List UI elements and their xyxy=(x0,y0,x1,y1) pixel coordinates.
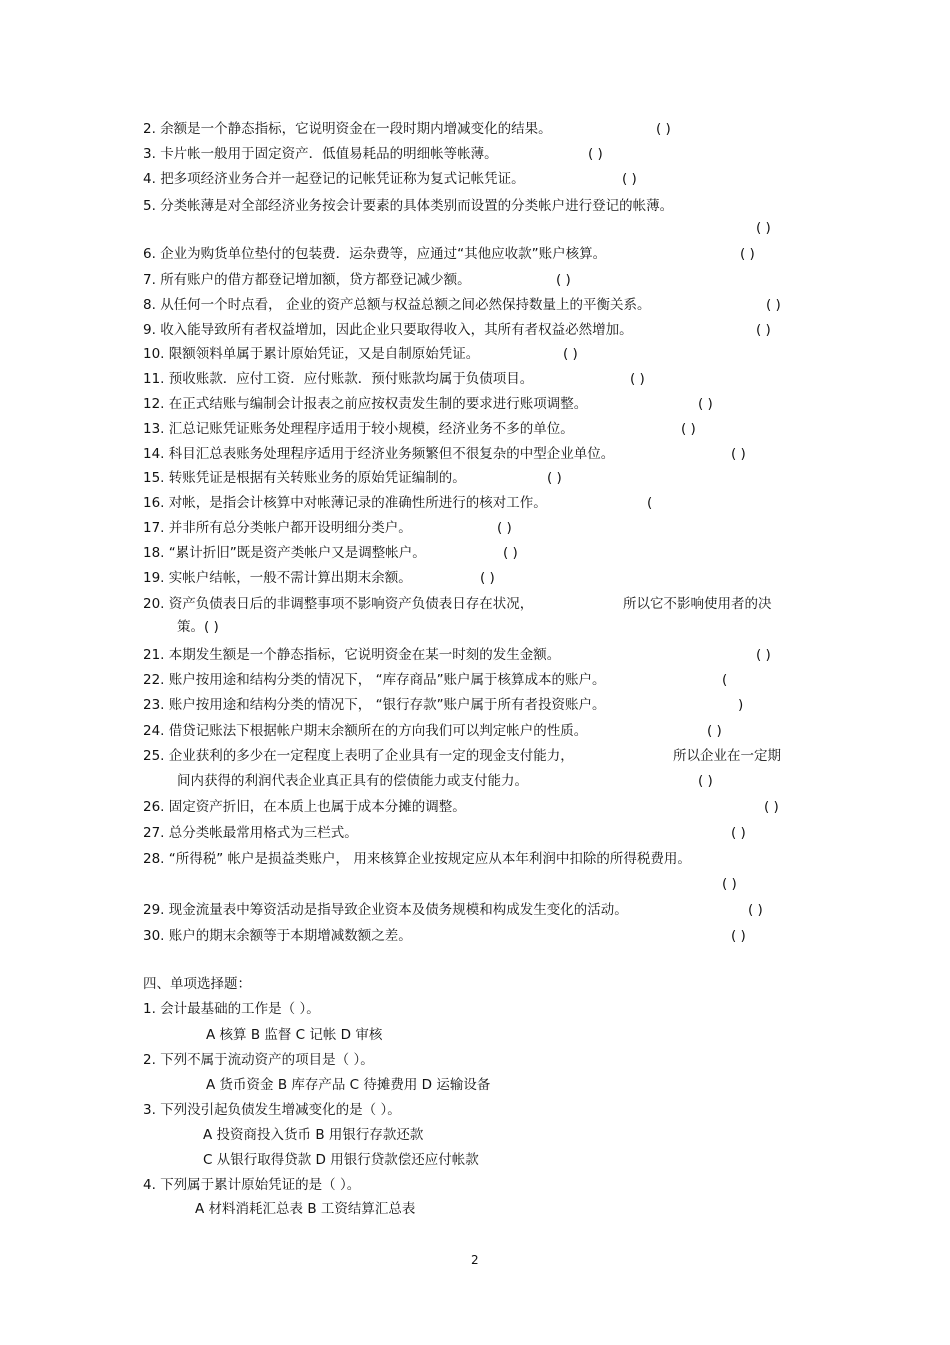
answer-paren: ( ) xyxy=(748,902,763,918)
item-text: 固定资产折旧，在本质上也属于成本分摊的调整。 xyxy=(168,799,466,815)
tf-item-14 xyxy=(143,444,614,464)
item-text: 总分类帐最常用格式为三栏式。 xyxy=(168,825,358,841)
tf-item-27 xyxy=(143,823,358,843)
tf-item-18 xyxy=(143,543,426,563)
question-text: 下列属于累计原始凭证的是（ ）。 xyxy=(160,1177,361,1193)
item-text: “累计折旧”既是资产类帐户又是调整帐户。 xyxy=(168,545,426,561)
answer-paren: ( xyxy=(647,495,653,511)
tf-item-6 xyxy=(143,244,606,264)
item-number: 29. xyxy=(143,902,165,918)
item-number: 27. xyxy=(143,825,165,841)
tf-item-30 xyxy=(143,926,412,946)
item-text: 借贷记账法下根据帐户期末余额所在的方向我们可以判定帐户的性质。 xyxy=(168,723,588,739)
item-number: 22. xyxy=(143,672,165,688)
question-options: C 从银行取得贷款 D 用银行贷款偿还应付帐款 xyxy=(203,1152,479,1168)
item-text: 账户的期末余额等于本期增减数额之差。 xyxy=(168,928,412,944)
answer-paren: ( ) xyxy=(497,520,512,536)
answer-paren: ( ) xyxy=(731,825,746,841)
item-number: 21. xyxy=(143,647,165,663)
mc-question-1 xyxy=(143,999,320,1019)
item-text: 现金流量表中筹资活动是指导致企业资本及债务规模和构成发生变化的活动。 xyxy=(168,902,628,918)
item-text: 并非所有总分类帐户都开设明细分类户。 xyxy=(168,520,412,536)
item-text: 账户按用途和结构分类的情况下， “库存商品”账户属于核算成本的账户。 xyxy=(168,672,606,688)
answer-paren: ( ) xyxy=(756,220,771,236)
question-text: 下列没引起负债发生增减变化的是（ ）。 xyxy=(160,1102,401,1118)
item-number: 6. xyxy=(143,246,156,262)
tf-item-20 xyxy=(143,594,533,614)
answer-paren: ( ) xyxy=(722,876,737,892)
tf-item-24 xyxy=(143,721,587,741)
item-number: 7. xyxy=(143,272,156,288)
question-number: 1. xyxy=(143,1001,156,1017)
question-text: 会计最基础的工作是（ ）。 xyxy=(160,1001,320,1017)
tf-item-22 xyxy=(143,670,606,690)
answer-paren: ( ) xyxy=(630,371,645,387)
item-text: 余额是一个静态指标，它说明资金在一段时期内增减变化的结果。 xyxy=(160,121,552,137)
answer-paren: ( ) xyxy=(766,297,781,313)
tf-item-7 xyxy=(143,270,471,290)
item-text: 本期发生额是一个静态指标，它说明资金在某一时刻的发生金额。 xyxy=(168,647,561,663)
answer-paren: ( ) xyxy=(698,773,713,789)
item-number: 23. xyxy=(143,697,165,713)
tf-item-11 xyxy=(143,369,533,389)
item-number: 19. xyxy=(143,570,165,586)
item-number: 10. xyxy=(143,346,165,362)
item-number: 28. xyxy=(143,851,165,867)
item-text: 企业为购货单位垫付的包装费．运杂费等，应通过“其他应收款”账户核算。 xyxy=(160,246,607,262)
answer-paren: ( ) xyxy=(764,799,779,815)
item-number: 3. xyxy=(143,146,156,162)
item-text: 收入能导致所有者权益增加，因此企业只要取得收入，其所有者权益必然增加。 xyxy=(160,322,633,338)
item-number: 24. xyxy=(143,723,165,739)
item-text: 账户按用途和结构分类的情况下， “银行存款”账户属于所有者投资账户。 xyxy=(168,697,606,713)
answer-paren: ( ) xyxy=(698,396,713,412)
item-number: 5. xyxy=(143,198,156,214)
tf-item-5 xyxy=(143,196,673,216)
mc-question-2 xyxy=(143,1050,374,1070)
tf-item-4 xyxy=(143,169,525,189)
item-text: 在正式结账与编制会计报表之前应按权责发生制的要求进行账项调整。 xyxy=(168,396,588,412)
item-number: 30. xyxy=(143,928,165,944)
mc-question-4 xyxy=(143,1175,360,1195)
item-text: 卡片帐一般用于固定资产．低值易耗品的明细帐等帐薄。 xyxy=(160,146,498,162)
question-number: 4. xyxy=(143,1177,156,1193)
tf-item-19 xyxy=(143,568,412,588)
answer-paren: ( ) xyxy=(563,346,578,362)
tf-item-13 xyxy=(143,419,574,439)
tf-item-8 xyxy=(143,295,650,315)
answer-paren: ( ) xyxy=(547,470,562,486)
mc-question-3 xyxy=(143,1100,401,1120)
answer-paren: ( ) xyxy=(707,723,722,739)
item-text: 资产负债表日后的非调整事项不影响资产负债表日存在状况， xyxy=(168,596,534,612)
item-text-continued: 所以企业在一定期 xyxy=(673,748,781,764)
answer-paren: ( ) xyxy=(731,928,746,944)
question-number: 2. xyxy=(143,1052,156,1068)
item-text: 限额领料单属于累计原始凭证，又是自制原始凭证。 xyxy=(168,346,480,362)
tf-item-15 xyxy=(143,468,466,488)
answer-paren: ( ) xyxy=(681,421,696,437)
item-number: 17. xyxy=(143,520,165,536)
tf-item-26 xyxy=(143,797,466,817)
tf-item-23 xyxy=(143,695,606,715)
tf-item-21 xyxy=(143,645,560,665)
answer-paren: ( ) xyxy=(622,171,637,187)
tf-item-16 xyxy=(143,493,547,513)
item-number: 8. xyxy=(143,297,156,313)
item-text: 转账凭证是根据有关转账业务的原始凭证编制的。 xyxy=(168,470,466,486)
item-continuation: 间内获得的利润代表企业真正具有的偿债能力或支付能力。 xyxy=(177,773,528,789)
item-text-continued: 所以它不影响使用者的决 xyxy=(623,596,772,612)
item-number: 14. xyxy=(143,446,165,462)
item-number: 9. xyxy=(143,322,156,338)
tf-item-3 xyxy=(143,144,498,164)
answer-paren: ( ) xyxy=(588,146,603,162)
question-options: A 投资商投入货币 B 用银行存款还款 xyxy=(203,1127,424,1143)
tf-item-10 xyxy=(143,344,479,364)
item-text: 科目汇总表账务处理程序适用于经济业务频繁但不很复杂的中型企业单位。 xyxy=(168,446,615,462)
tf-item-12 xyxy=(143,394,587,414)
item-number: 16. xyxy=(143,495,165,511)
tf-item-28 xyxy=(143,849,691,869)
item-text: 把多项经济业务合并一起登记的记帐凭证称为复式记帐凭证。 xyxy=(160,171,525,187)
item-text: 预收账款．应付工资．应付账款．预付账款均属于负债项目。 xyxy=(168,371,534,387)
tf-item-2 xyxy=(143,119,552,139)
item-number: 26. xyxy=(143,799,165,815)
answer-paren: ( ) xyxy=(756,322,771,338)
item-number: 18. xyxy=(143,545,165,561)
answer-paren: ) xyxy=(738,697,744,713)
question-options: A 货币资金 B 库存产品 C 待摊费用 D 运输设备 xyxy=(206,1077,491,1093)
tf-item-9 xyxy=(143,320,633,340)
question-options: A 材料消耗汇总表 B 工资结算汇总表 xyxy=(195,1201,416,1217)
answer-paren: ( ) xyxy=(731,446,746,462)
tf-item-29 xyxy=(143,900,628,920)
item-text: 从任何一个时点看， 企业的资产总额与权益总额之间必然保持数量上的平衡关系。 xyxy=(160,297,651,313)
answer-paren: ( ) xyxy=(656,121,671,137)
question-options: A 核算 B 监督 C 记帐 D 审核 xyxy=(206,1027,383,1043)
item-text: 分类帐薄是对全部经济业务按会计要素的具体类别而设置的分类帐户进行登记的帐薄。 xyxy=(160,198,674,214)
item-number: 2. xyxy=(143,121,156,137)
item-number: 15. xyxy=(143,470,165,486)
item-text: 实帐户结帐，一般不需计算出期末余额。 xyxy=(168,570,412,586)
page-number: 2 xyxy=(471,1253,479,1267)
item-number: 12. xyxy=(143,396,165,412)
answer-paren: ( xyxy=(722,672,728,688)
item-continuation: 策。( ) xyxy=(177,619,219,635)
item-text: 对帐，是指会计核算中对帐薄记录的准确性所进行的核对工作。 xyxy=(168,495,547,511)
question-text: 下列不属于流动资产的项目是（ ）。 xyxy=(160,1052,374,1068)
item-number: 11. xyxy=(143,371,165,387)
answer-paren: ( ) xyxy=(480,570,495,586)
item-number: 20. xyxy=(143,596,165,612)
item-number: 25. xyxy=(143,748,165,764)
item-text: “所得税” 帐户是损益类账户， 用来核算企业按规定应从本年利润中扣除的所得税费用。 xyxy=(168,851,691,867)
answer-paren: ( ) xyxy=(556,272,571,288)
answer-paren: ( ) xyxy=(756,647,771,663)
tf-item-25 xyxy=(143,746,574,766)
tf-item-17 xyxy=(143,518,412,538)
answer-paren: ( ) xyxy=(740,246,755,262)
item-number: 4. xyxy=(143,171,156,187)
answer-paren: ( ) xyxy=(503,545,518,561)
item-text: 所有账户的借方都登记增加额，贷方都登记减少额。 xyxy=(160,272,471,288)
item-text: 企业获利的多少在一定程度上表明了企业具有一定的现金支付能力， xyxy=(168,748,574,764)
question-number: 3. xyxy=(143,1102,156,1118)
section-title: 四、单项选择题： xyxy=(143,976,251,992)
item-number: 13. xyxy=(143,421,165,437)
item-text: 汇总记账凭证账务处理程序适用于较小规模，经济业务不多的单位。 xyxy=(168,421,574,437)
